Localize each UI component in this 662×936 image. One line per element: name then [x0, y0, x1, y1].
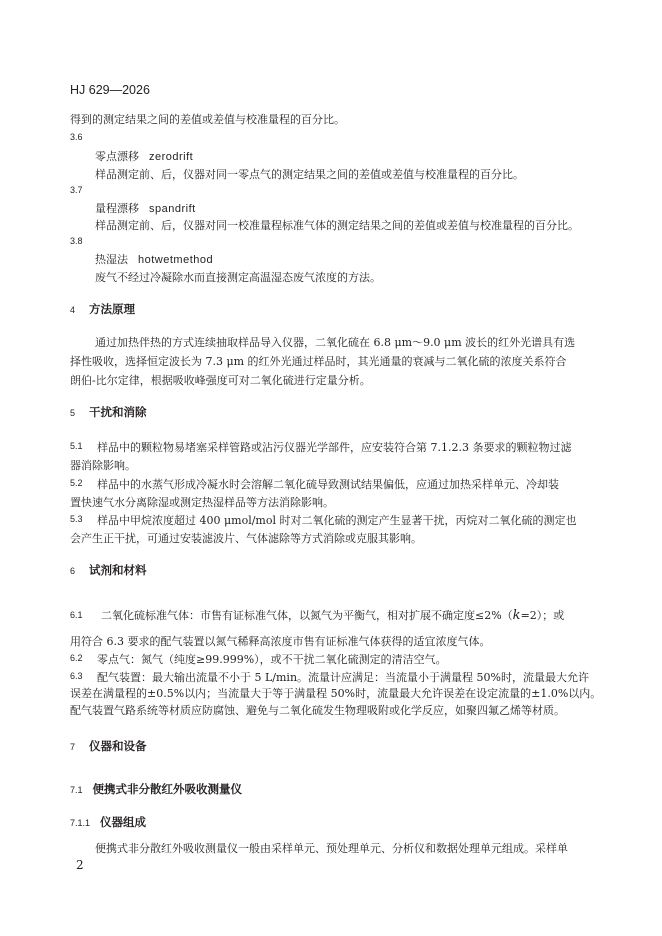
- section-number: 7.1.1: [70, 818, 91, 828]
- section-heading-4: [70, 301, 135, 317]
- section-heading-5: [70, 404, 147, 420]
- section-heading-7-1-1: [70, 814, 146, 830]
- clause-text-part: =2）；或: [520, 609, 565, 622]
- section-number: 6: [70, 566, 76, 576]
- section-title: 仪器和设备: [89, 741, 147, 753]
- k-symbol: k: [512, 608, 521, 623]
- clause-text-cont: 用符合 6.3 要求的配气装置以氮气稀释高浓度市售有证标准气体获得的适宜浓度气体。: [70, 635, 491, 648]
- clause-text: 样品中的水蒸气形成冷凝水时会溶解二氧化硫导致测试结果偏低，应通过加热采样单元、冷却装: [97, 478, 559, 491]
- paragraph-line: 朗伯-比尔定律，根据吸收峰强度可对二氧化硫进行定量分析。: [70, 374, 371, 387]
- clause-text-cont: 器消除影响。: [70, 459, 136, 472]
- section-title: 仪器组成: [100, 817, 147, 829]
- section-title: 便携式非分散红外吸收测量仪: [92, 784, 243, 796]
- term-definition: 样品测定前、后，仪器对同一零点气的测定结果之间的差值或差值与校准量程的百分比。: [95, 168, 524, 181]
- clause-text: [101, 607, 564, 623]
- term-en: zerodrift: [149, 151, 194, 163]
- clause-text: 样品中甲烷浓度超过 400 μmol/mol 时对二氧化硫的测定产生显著干扰，丙烷对二氧化硫的测定也: [97, 514, 577, 527]
- term-en: hotwetmethod: [138, 254, 214, 266]
- clause-number: 5.1: [70, 441, 83, 451]
- clause-number: 5.2: [70, 478, 83, 488]
- term-heading: [95, 200, 196, 216]
- term-number: 3.7: [70, 185, 83, 195]
- clause-text-part: 二氧化硫标准气体：市售有证标准气体，以氮气为平衡气，相对扩展不确定度≤2%（: [101, 609, 513, 622]
- paragraph-line: 通过加热伴热的方式连续抽取样品导入仪器，二氧化硫在 6.8 μm～9.0 μm 波长的红外光谱具有选: [95, 336, 576, 349]
- clause-number: 5.3: [70, 514, 83, 524]
- clause-text: 零点气：氮气（纯度≥99.999%），或不干扰二氧化硫测定的清洁空气。: [97, 653, 447, 666]
- clause-text-cont: 会产生正干扰，可通过安装滤波片、气体滤除等方式消除或克服其影响。: [70, 532, 422, 545]
- clause-number: 6.3: [70, 671, 83, 681]
- section-number: 4: [70, 305, 76, 315]
- section-heading-7: [70, 738, 147, 754]
- section-title: 干扰和消除: [89, 407, 147, 419]
- clause-number: 6.2: [70, 653, 83, 663]
- clause-text: 样品中的颗粒物易堵塞采样管路或沾污仪器光学部件，应安装符合第 7.1.2.3 条要求的颗粒物过滤: [97, 441, 572, 454]
- clause-text-cont: 误差在满量程的±0.5%以内；当流量大于等于满量程 50%时，流量最大允许误差在设定流量的±1.0%以内。: [70, 687, 602, 700]
- section-number: 7.1: [70, 785, 83, 795]
- term-number: 3.6: [70, 132, 83, 142]
- running-header: HJ 629—2026: [70, 83, 150, 97]
- section-number: 5: [70, 408, 76, 418]
- section-title: 方法原理: [89, 304, 136, 316]
- clause-number: 6.1: [70, 610, 83, 620]
- paragraph-line: 择性吸收，选择恒定波长为 7.3 μm 的红外光通过样品时，其光通量的衰减与二氧化硫的浓度关系符合: [70, 355, 567, 368]
- term-definition: 样品测定前、后，仪器对同一校准量程标准气体的测定结果之间的差值或差值与校准量程的百分比。: [95, 219, 579, 232]
- clause-text-cont: 配气装置气路系统等材质应防腐蚀、避免与二氧化硫发生物理吸附或化学反应，如聚四氟乙烯等材质。: [70, 704, 565, 717]
- paragraph-line: 便携式非分散红外吸收测量仪一般由采样单元、预处理单元、分析仪和数据处理单元组成。采样单: [95, 842, 568, 855]
- section-number: 7: [70, 742, 76, 752]
- clause-text-cont: 置快速气水分离除湿或测定热湿样品等方法消除影响。: [70, 496, 334, 509]
- term-heading: [95, 148, 193, 164]
- term-number: 3.8: [70, 236, 83, 246]
- intro-line: 得到的测定结果之间的差值或差值与校准量程的百分比。: [70, 113, 345, 126]
- term-zh: 热湿法: [95, 254, 128, 266]
- term-definition: 废气不经过冷凝除水而直接测定高温湿态废气浓度的方法。: [95, 271, 381, 284]
- term-zh: 零点漂移: [95, 151, 139, 163]
- term-zh: 量程漂移: [95, 203, 139, 215]
- clause-text: 配气装置：最大输出流量不小于 5 L/min。流量计应满足：当流量小于满量程 50%时，流量最大允许: [97, 671, 589, 684]
- section-title: 试剂和材料: [89, 565, 147, 577]
- term-heading: [95, 251, 213, 267]
- page-number: 2: [76, 858, 84, 872]
- section-heading-6: [70, 562, 147, 578]
- section-heading-7-1: [70, 781, 242, 797]
- term-en: spandrift: [149, 203, 196, 215]
